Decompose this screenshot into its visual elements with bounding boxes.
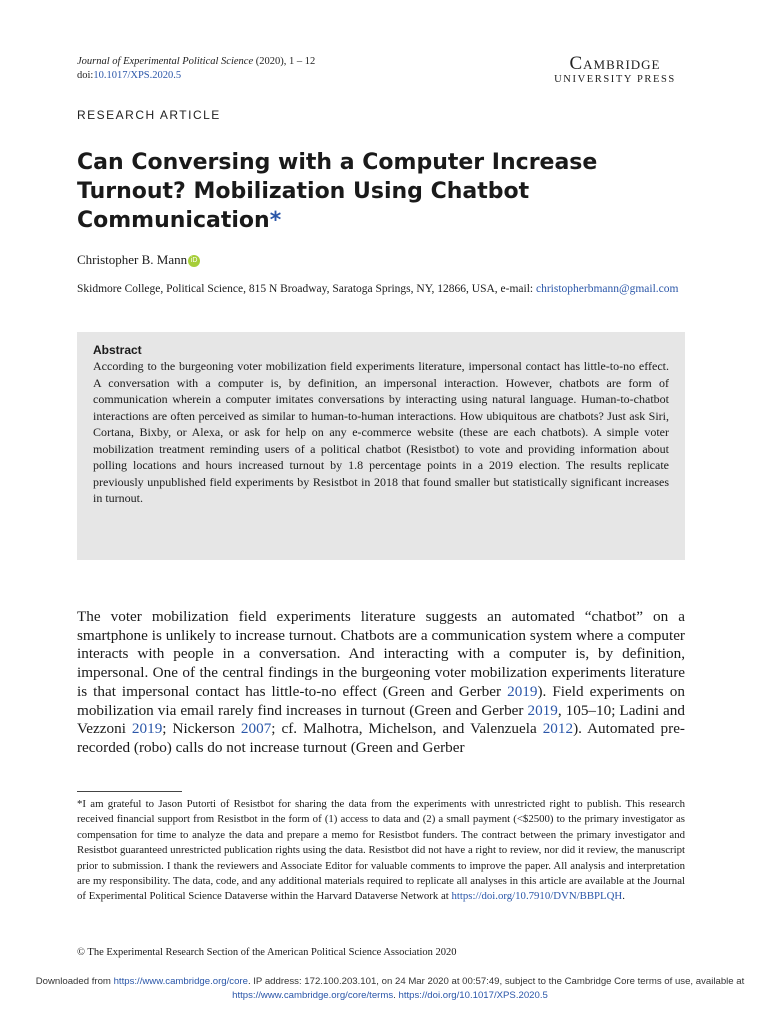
doi-link[interactable]: 10.1017/XPS.2020.5 — [93, 70, 182, 81]
body-text: The voter mobilization field experiments literature suggests an automated “chatbot” on a smartphone is unlikely to increase turnout. Chatbots are a communication system where a computer interacts with people in a conversation. And interacting with a computer is, by definition, impersonal. One of the central findings in the burgeoning voter mobilization experiments literature is that impersonal contact has little-to-no effect (Green and Gerber — [77, 608, 685, 700]
publisher-logo — [545, 54, 685, 85]
author-line — [77, 252, 200, 268]
doi-prefix: doi: — [77, 70, 94, 81]
article-title-text: Can Conversing with a Computer Increase Turnout? Mobilization Using Chatbot Communication — [77, 150, 598, 233]
publisher-subtitle: UNIVERSITY PRESS — [554, 74, 676, 85]
citation-link[interactable]: 2012 — [542, 720, 574, 738]
body-text: ). Field experiments on mobilization via email rarely find increases in turnout (Green and Gerber — [77, 682, 685, 719]
publisher-name: Cambridge — [569, 53, 661, 74]
footnote-end: . — [622, 890, 625, 903]
author-email-link[interactable]: christopherbmann@gmail.com — [535, 283, 679, 295]
abstract-text: According to the burgeoning voter mobilization field experiments literature, impersonal contact has little-to-no effect. A conversation with a computer is, by definition, an impersonal interaction. However, chatbots are form of communication wherein a computer imitates conversations by interacting using natural language. Human-to-chatbot interactions are often perceived as similar to human-to-human interactions. How ubiquitous are chatbots? Just ask Siri, Cortana, Bixby, or Alexa, or ask for help on any e-commerce website (these are each chatbots). A simple voter mobilization treatment reminding users of a political chatbot (Resistbot) to vote and providing information about polling locations and hours increased turnout by 1.8 percentage points in a 2019 election. The results replicate previously unpublished field experiments by Resistbot in 2018 that found smaller but statistically significant increases in turnout. — [93, 359, 669, 505]
abstract-heading: Abstract — [93, 343, 142, 357]
citation-link[interactable]: 2019 — [507, 682, 538, 700]
footnote — [77, 797, 685, 905]
journal-name: Journal of Experimental Political Science — [77, 56, 254, 67]
footnote-divider — [77, 791, 182, 792]
citation-link[interactable]: 2019 — [131, 720, 163, 738]
cambridge-core-link[interactable]: https://www.cambridge.org/core — [113, 976, 248, 987]
abstract-box — [77, 332, 685, 560]
download-text: Downloaded from — [35, 976, 114, 987]
body-paragraph — [77, 608, 685, 758]
citation-link[interactable]: 2019 — [527, 701, 558, 719]
article-title — [77, 148, 637, 235]
journal-volume-pages: (2020), 1 – 12 — [253, 56, 316, 67]
dataverse-link[interactable]: https://doi.org/10.7910/DVN/BBPLQH — [451, 890, 623, 903]
orcid-icon[interactable]: iD — [188, 255, 200, 267]
terms-link[interactable]: https://www.cambridge.org/core/terms — [232, 990, 394, 1001]
journal-citation — [77, 55, 315, 83]
body-text: , 105–10; Ladini and Vezzoni — [77, 701, 685, 738]
body-text: ). Automated pre-recorded (robo) calls do not increase turnout (Green and Gerber — [77, 720, 685, 756]
author-name: Christopher B. Mann — [77, 252, 188, 267]
affiliation-text: Skidmore College, Political Science, 815 N Broadway, Saratoga Springs, NY, 12866, USA, e-mail: — [77, 283, 536, 295]
body-text: ; Nickerson — [162, 720, 241, 738]
footnote-text: *I am grateful to Jason Putorti of Resistbot for sharing the data from the experiments with unrestricted right to publish. This research received financial support from Resistbot in the form of (1) access to data and (2) a small payment (<$2500) to the primary investigator as compensation for time to analyze the data and prepare a memo for Resistbot funders. The contract between the primary investigator and Resistbot guaranteed unrestricted publication rights using the data. Resistbot did not have a right to review, nor did it review, the manuscript prior to submission. I thank the reviewers and Associate Editor for valuable comments to improve the paper. All analysis and interpretation are my responsibility. The data, code, and any additional materials required to replicate all analyses in this article are available at the Journal of Experimental Political Science Dataverse within the Harvard Dataverse Network at — [77, 798, 685, 903]
citation-link[interactable]: 2007 — [240, 720, 272, 738]
copyright-notice: © The Experimental Research Section of the American Political Science Association 2020 — [77, 947, 457, 958]
download-text: . IP address: 172.100.203.101, on 24 Mar 2020 at 00:57:49, subject to the Cambridge Core terms of use, available at — [247, 976, 745, 987]
body-text: ; cf. Malhotra, Michelson, and Valenzuela — [271, 720, 543, 738]
article-type: RESEARCH ARTICLE — [77, 108, 221, 122]
title-footnote-marker[interactable]: * — [269, 208, 282, 233]
download-text: . — [393, 990, 399, 1001]
download-notice — [30, 975, 750, 1003]
author-affiliation — [77, 281, 685, 297]
article-doi-link[interactable]: https://doi.org/10.1017/XPS.2020.5 — [398, 990, 548, 1001]
